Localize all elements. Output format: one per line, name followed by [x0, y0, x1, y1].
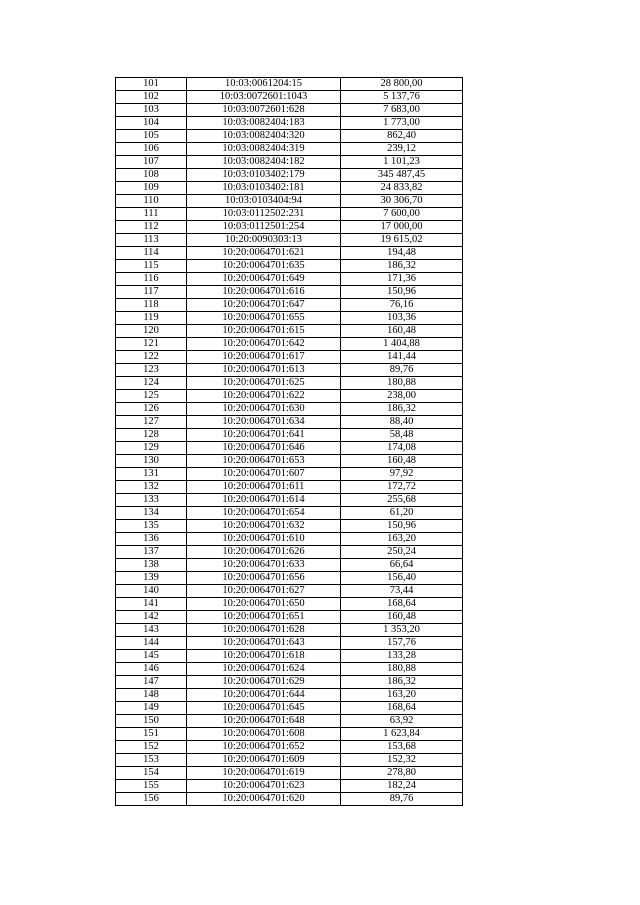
- cadastral-number-cell: 10:03:0082404:320: [187, 130, 341, 143]
- cadastral-number-cell: 10:20:0064701:626: [187, 546, 341, 559]
- cadastral-number-cell: 10:03:0082404:319: [187, 143, 341, 156]
- table-row: [116, 572, 463, 585]
- row-number-cell: 126: [116, 403, 187, 416]
- amount-cell: 66,64: [341, 559, 463, 572]
- row-number-cell: 155: [116, 780, 187, 793]
- table-row: [116, 702, 463, 715]
- amount-cell: 172,72: [341, 481, 463, 494]
- cadastral-number-cell: 10:20:0064701:622: [187, 390, 341, 403]
- amount-cell: 168,64: [341, 702, 463, 715]
- cadastral-number-cell: 10:20:0064701:627: [187, 585, 341, 598]
- table-row: [116, 260, 463, 273]
- cadastral-number-cell: 10:20:0064701:643: [187, 637, 341, 650]
- cadastral-number-cell: 10:03:0072601:628: [187, 104, 341, 117]
- table-row: [116, 637, 463, 650]
- amount-cell: 250,24: [341, 546, 463, 559]
- amount-cell: 88,40: [341, 416, 463, 429]
- amount-cell: 141,44: [341, 351, 463, 364]
- cadastral-number-cell: 10:20:0064701:650: [187, 598, 341, 611]
- cadastral-number-cell: 10:20:0064701:648: [187, 715, 341, 728]
- cadastral-number-cell: 10:03:0112501:254: [187, 221, 341, 234]
- amount-cell: 180,88: [341, 377, 463, 390]
- amount-cell: 239,12: [341, 143, 463, 156]
- amount-cell: 103,36: [341, 312, 463, 325]
- table-row: [116, 299, 463, 312]
- amount-cell: 160,48: [341, 325, 463, 338]
- amount-cell: 160,48: [341, 455, 463, 468]
- cadastral-number-cell: 10:20:0064701:645: [187, 702, 341, 715]
- table-row: [116, 468, 463, 481]
- cadastral-number-cell: 10:20:0064701:607: [187, 468, 341, 481]
- amount-cell: 345 487,45: [341, 169, 463, 182]
- cadastral-number-cell: 10:20:0064701:614: [187, 494, 341, 507]
- cadastral-number-cell: 10:03:0072601:1043: [187, 91, 341, 104]
- table-row: [116, 169, 463, 182]
- row-number-cell: 152: [116, 741, 187, 754]
- cadastral-number-cell: 10:20:0064701:613: [187, 364, 341, 377]
- row-number-cell: 115: [116, 260, 187, 273]
- amount-cell: 76,16: [341, 299, 463, 312]
- amount-cell: 156,40: [341, 572, 463, 585]
- table-row: [116, 390, 463, 403]
- amount-cell: 7 683,00: [341, 104, 463, 117]
- amount-cell: 153,68: [341, 741, 463, 754]
- amount-cell: 163,20: [341, 689, 463, 702]
- cadastral-number-cell: 10:20:0064701:632: [187, 520, 341, 533]
- row-number-cell: 102: [116, 91, 187, 104]
- row-number-cell: 147: [116, 676, 187, 689]
- amount-cell: 5 137,76: [341, 91, 463, 104]
- table-row: [116, 754, 463, 767]
- table-row: [116, 234, 463, 247]
- table-row: [116, 689, 463, 702]
- cadastral-number-cell: 10:20:0064701:618: [187, 650, 341, 663]
- cadastral-number-cell: 10:20:0064701:641: [187, 429, 341, 442]
- table-row: [116, 611, 463, 624]
- cadastral-number-cell: 10:20:0064701:656: [187, 572, 341, 585]
- amount-cell: 97,92: [341, 468, 463, 481]
- amount-cell: 186,32: [341, 676, 463, 689]
- cadastral-number-cell: 10:20:0064701:630: [187, 403, 341, 416]
- amount-cell: 89,76: [341, 364, 463, 377]
- row-number-cell: 136: [116, 533, 187, 546]
- amount-cell: 278,80: [341, 767, 463, 780]
- row-number-cell: 141: [116, 598, 187, 611]
- table-body: [116, 78, 463, 806]
- amount-cell: 7 600,00: [341, 208, 463, 221]
- table-row: [116, 364, 463, 377]
- cadastral-number-cell: 10:03:0082404:182: [187, 156, 341, 169]
- table-row: [116, 325, 463, 338]
- cadastral-number-cell: 10:20:0064701:609: [187, 754, 341, 767]
- cadastral-number-cell: 10:03:0103402:181: [187, 182, 341, 195]
- cadastral-number-cell: 10:20:0064701:653: [187, 455, 341, 468]
- row-number-cell: 106: [116, 143, 187, 156]
- amount-cell: 150,96: [341, 286, 463, 299]
- row-number-cell: 101: [116, 78, 187, 91]
- table-row: [116, 767, 463, 780]
- table-row: [116, 312, 463, 325]
- table-row: [116, 429, 463, 442]
- row-number-cell: 133: [116, 494, 187, 507]
- table-row: [116, 130, 463, 143]
- row-number-cell: 120: [116, 325, 187, 338]
- row-number-cell: 113: [116, 234, 187, 247]
- table-row: [116, 663, 463, 676]
- table-row: [116, 403, 463, 416]
- amount-cell: 163,20: [341, 533, 463, 546]
- cadastral-number-cell: 10:20:0064701:629: [187, 676, 341, 689]
- cadastral-number-cell: 10:20:0064701:628: [187, 624, 341, 637]
- cadastral-number-cell: 10:03:0103402:179: [187, 169, 341, 182]
- row-number-cell: 122: [116, 351, 187, 364]
- table-row: [116, 273, 463, 286]
- row-number-cell: 146: [116, 663, 187, 676]
- row-number-cell: 105: [116, 130, 187, 143]
- table-row: [116, 728, 463, 741]
- amount-cell: 61,20: [341, 507, 463, 520]
- table-row: [116, 104, 463, 117]
- row-number-cell: 111: [116, 208, 187, 221]
- row-number-cell: 135: [116, 520, 187, 533]
- cadastral-number-cell: 10:20:0064701:649: [187, 273, 341, 286]
- table-row: [116, 585, 463, 598]
- table-row: [116, 546, 463, 559]
- table-row: [116, 455, 463, 468]
- cadastral-number-cell: 10:20:0064701:615: [187, 325, 341, 338]
- data-table: [115, 77, 463, 806]
- table-row: [116, 780, 463, 793]
- cadastral-number-cell: 10:03:0103404:94: [187, 195, 341, 208]
- table-row: [116, 338, 463, 351]
- amount-cell: 63,92: [341, 715, 463, 728]
- amount-cell: 1 773,00: [341, 117, 463, 130]
- table-row: [116, 377, 463, 390]
- row-number-cell: 153: [116, 754, 187, 767]
- cadastral-number-cell: 10:20:0064701:652: [187, 741, 341, 754]
- cadastral-number-cell: 10:20:0064701:654: [187, 507, 341, 520]
- table-row: [116, 624, 463, 637]
- cadastral-number-cell: 10:20:0064701:635: [187, 260, 341, 273]
- table-row: [116, 494, 463, 507]
- amount-cell: 17 000,00: [341, 221, 463, 234]
- row-number-cell: 125: [116, 390, 187, 403]
- cadastral-number-cell: 10:20:0064701:624: [187, 663, 341, 676]
- table-row: [116, 442, 463, 455]
- table-row: [116, 559, 463, 572]
- row-number-cell: 108: [116, 169, 187, 182]
- amount-cell: 182,24: [341, 780, 463, 793]
- table-row: [116, 195, 463, 208]
- amount-cell: 58,48: [341, 429, 463, 442]
- amount-cell: 186,32: [341, 403, 463, 416]
- table-row: [116, 520, 463, 533]
- table-row: [116, 208, 463, 221]
- amount-cell: 255,68: [341, 494, 463, 507]
- cadastral-number-cell: 10:20:0064701:651: [187, 611, 341, 624]
- row-number-cell: 140: [116, 585, 187, 598]
- row-number-cell: 131: [116, 468, 187, 481]
- row-number-cell: 151: [116, 728, 187, 741]
- table-row: [116, 793, 463, 806]
- row-number-cell: 118: [116, 299, 187, 312]
- row-number-cell: 127: [116, 416, 187, 429]
- row-number-cell: 129: [116, 442, 187, 455]
- table-row: [116, 221, 463, 234]
- amount-cell: 1 101,23: [341, 156, 463, 169]
- amount-cell: 186,32: [341, 260, 463, 273]
- table-row: [116, 650, 463, 663]
- amount-cell: 862,40: [341, 130, 463, 143]
- amount-cell: 180,88: [341, 663, 463, 676]
- row-number-cell: 142: [116, 611, 187, 624]
- row-number-cell: 143: [116, 624, 187, 637]
- cadastral-number-cell: 10:20:0064701:608: [187, 728, 341, 741]
- table-row: [116, 676, 463, 689]
- amount-cell: 150,96: [341, 520, 463, 533]
- amount-cell: 133,28: [341, 650, 463, 663]
- row-number-cell: 154: [116, 767, 187, 780]
- table-row: [116, 247, 463, 260]
- row-number-cell: 107: [116, 156, 187, 169]
- cadastral-number-cell: 10:20:0064701:623: [187, 780, 341, 793]
- row-number-cell: 130: [116, 455, 187, 468]
- row-number-cell: 124: [116, 377, 187, 390]
- amount-cell: 1 623,84: [341, 728, 463, 741]
- amount-cell: 30 306,70: [341, 195, 463, 208]
- table-row: [116, 533, 463, 546]
- table-row: [116, 143, 463, 156]
- cadastral-number-cell: 10:20:0064701:646: [187, 442, 341, 455]
- row-number-cell: 104: [116, 117, 187, 130]
- table-row: [116, 78, 463, 91]
- amount-cell: 28 800,00: [341, 78, 463, 91]
- row-number-cell: 112: [116, 221, 187, 234]
- amount-cell: 160,48: [341, 611, 463, 624]
- amount-cell: 152,32: [341, 754, 463, 767]
- row-number-cell: 110: [116, 195, 187, 208]
- cadastral-number-cell: 10:20:0064701:634: [187, 416, 341, 429]
- row-number-cell: 139: [116, 572, 187, 585]
- cadastral-number-cell: 10:20:0064701:644: [187, 689, 341, 702]
- row-number-cell: 123: [116, 364, 187, 377]
- table-row: [116, 286, 463, 299]
- row-number-cell: 116: [116, 273, 187, 286]
- cadastral-number-cell: 10:20:0090303:13: [187, 234, 341, 247]
- row-number-cell: 114: [116, 247, 187, 260]
- table-row: [116, 416, 463, 429]
- row-number-cell: 132: [116, 481, 187, 494]
- cadastral-number-cell: 10:20:0064701:647: [187, 299, 341, 312]
- cadastral-number-cell: 10:20:0064701:616: [187, 286, 341, 299]
- row-number-cell: 156: [116, 793, 187, 806]
- row-number-cell: 148: [116, 689, 187, 702]
- row-number-cell: 128: [116, 429, 187, 442]
- row-number-cell: 109: [116, 182, 187, 195]
- table-row: [116, 91, 463, 104]
- table-row: [116, 351, 463, 364]
- table-row: [116, 598, 463, 611]
- cadastral-number-cell: 10:20:0064701:620: [187, 793, 341, 806]
- cadastral-number-cell: 10:03:0112502:231: [187, 208, 341, 221]
- table-row: [116, 156, 463, 169]
- table-row: [116, 182, 463, 195]
- cadastral-number-cell: 10:20:0064701:625: [187, 377, 341, 390]
- table-row: [116, 741, 463, 754]
- row-number-cell: 150: [116, 715, 187, 728]
- row-number-cell: 103: [116, 104, 187, 117]
- table-row: [116, 117, 463, 130]
- amount-cell: 171,36: [341, 273, 463, 286]
- table-row: [116, 481, 463, 494]
- row-number-cell: 119: [116, 312, 187, 325]
- table-row: [116, 507, 463, 520]
- cadastral-number-cell: 10:20:0064701:610: [187, 533, 341, 546]
- amount-cell: 238,00: [341, 390, 463, 403]
- cadastral-number-cell: 10:20:0064701:621: [187, 247, 341, 260]
- amount-cell: 1 404,88: [341, 338, 463, 351]
- amount-cell: 24 833,82: [341, 182, 463, 195]
- amount-cell: 19 615,02: [341, 234, 463, 247]
- cadastral-number-cell: 10:20:0064701:633: [187, 559, 341, 572]
- row-number-cell: 138: [116, 559, 187, 572]
- cadastral-number-cell: 10:20:0064701:619: [187, 767, 341, 780]
- amount-cell: 194,48: [341, 247, 463, 260]
- amount-cell: 174,08: [341, 442, 463, 455]
- row-number-cell: 144: [116, 637, 187, 650]
- row-number-cell: 145: [116, 650, 187, 663]
- amount-cell: 89,76: [341, 793, 463, 806]
- cadastral-number-cell: 10:20:0064701:611: [187, 481, 341, 494]
- cadastral-number-cell: 10:20:0064701:617: [187, 351, 341, 364]
- cadastral-number-cell: 10:20:0064701:655: [187, 312, 341, 325]
- row-number-cell: 134: [116, 507, 187, 520]
- row-number-cell: 137: [116, 546, 187, 559]
- amount-cell: 1 353,20: [341, 624, 463, 637]
- cadastral-number-cell: 10:20:0064701:642: [187, 338, 341, 351]
- row-number-cell: 117: [116, 286, 187, 299]
- row-number-cell: 149: [116, 702, 187, 715]
- cadastral-number-cell: 10:03:0082404:183: [187, 117, 341, 130]
- row-number-cell: 121: [116, 338, 187, 351]
- cadastral-number-cell: 10:03:0061204:15: [187, 78, 341, 91]
- amount-cell: 168,64: [341, 598, 463, 611]
- amount-cell: 73,44: [341, 585, 463, 598]
- amount-cell: 157,76: [341, 637, 463, 650]
- table-row: [116, 715, 463, 728]
